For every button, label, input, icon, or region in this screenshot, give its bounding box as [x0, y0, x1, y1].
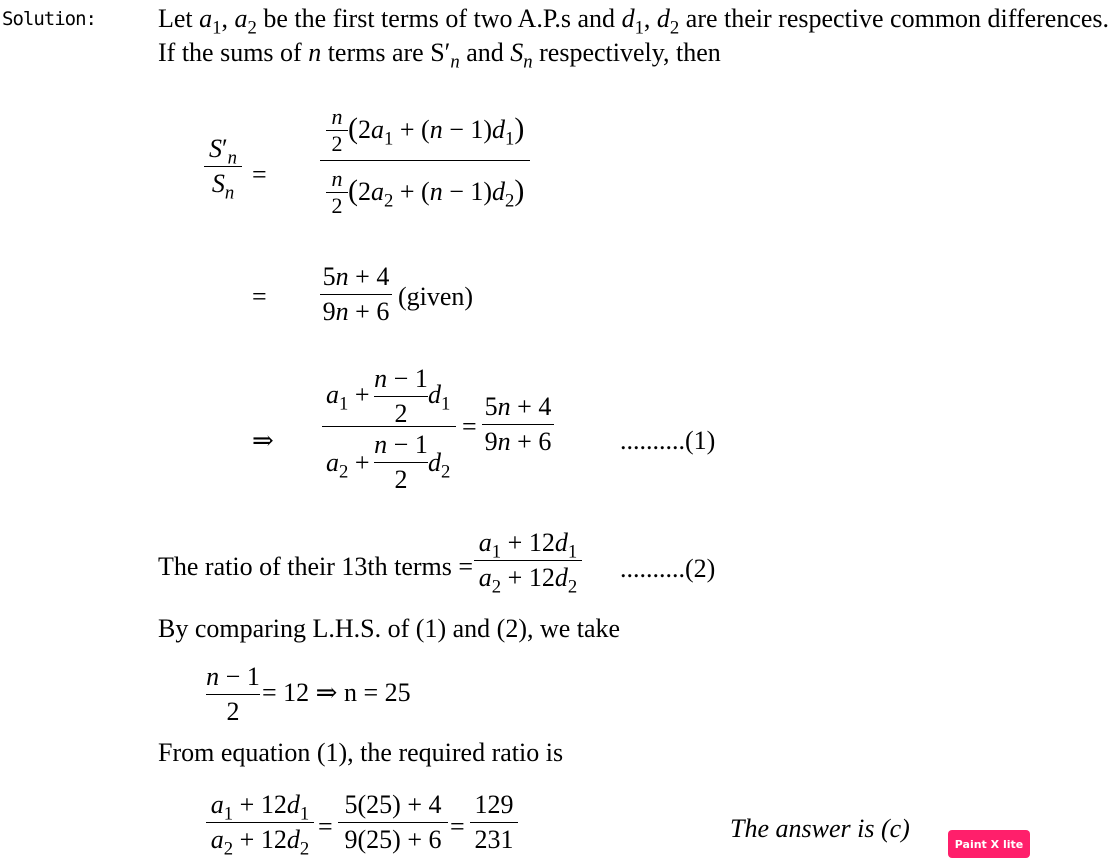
term-ratio-fraction: $a_1$ + n − 1 2 $d_1$ $a_2$ + n − 1 2 $d_2$ — [322, 364, 458, 494]
implies-arrow: ⇒ — [252, 426, 274, 455]
from-text: From equation (1), the required ratio is — [158, 738, 564, 767]
equation-tag-1: ..........(1) — [620, 426, 716, 455]
equals-sign-5: = — [450, 812, 465, 841]
equals-sign-3: = — [462, 412, 477, 441]
final-ratio-fraction: $a_1 + 12d_1$ $a_2 + 12d_2$ — [206, 790, 314, 855]
equals-sign-4: = — [318, 812, 333, 841]
given-ratio-fraction-2: 5n + 4 9n + 6 — [482, 392, 554, 457]
ratio-text: The ratio of their 13th terms = — [158, 552, 474, 581]
substituted-fraction: 5(25) + 4 9(25) + 6 — [338, 790, 448, 855]
given-ratio-fraction: 5n + 4 9n + 6 — [320, 262, 392, 327]
thirteenth-term-fraction: $a_1 + 12d_1$ $a_2 + 12d_2$ — [474, 528, 582, 593]
given-note: (given) — [398, 282, 474, 311]
intro-line-1: Let $a_1$, $a_2$ be the first terms of two A.P.s and $d_1$, $d_2$ are their respective common differences. — [158, 4, 1109, 39]
solution-label: Solution: — [2, 8, 96, 30]
answer-fraction: 129 231 — [470, 790, 518, 855]
n-result: = 12 ⇒ n = 25 — [262, 678, 411, 707]
sn-ratio-fraction: $S'_n$ $S_n$ — [204, 134, 242, 199]
paint-x-lite-badge[interactable]: Paint X lite — [948, 830, 1030, 858]
n-minus-one-fraction: n − 1 2 — [206, 662, 260, 726]
compare-text: By comparing L.H.S. of (1) and (2), we take — [158, 614, 621, 643]
intro-line-2: If the sums of n terms are $S'_n$ and $S_n$ respectively, then — [158, 38, 721, 73]
equation-tag-2: ..........(2) — [620, 554, 716, 583]
equals-sign: = — [252, 160, 267, 189]
sum-formula-fraction: n 2 $(2a_1 + (n - 1)d_1)$ n 2 $(2a_2 + (n - 1)d_2)$ — [320, 104, 532, 222]
answer-text: The answer is (c) — [730, 814, 910, 843]
equals-sign-2: = — [252, 282, 267, 311]
